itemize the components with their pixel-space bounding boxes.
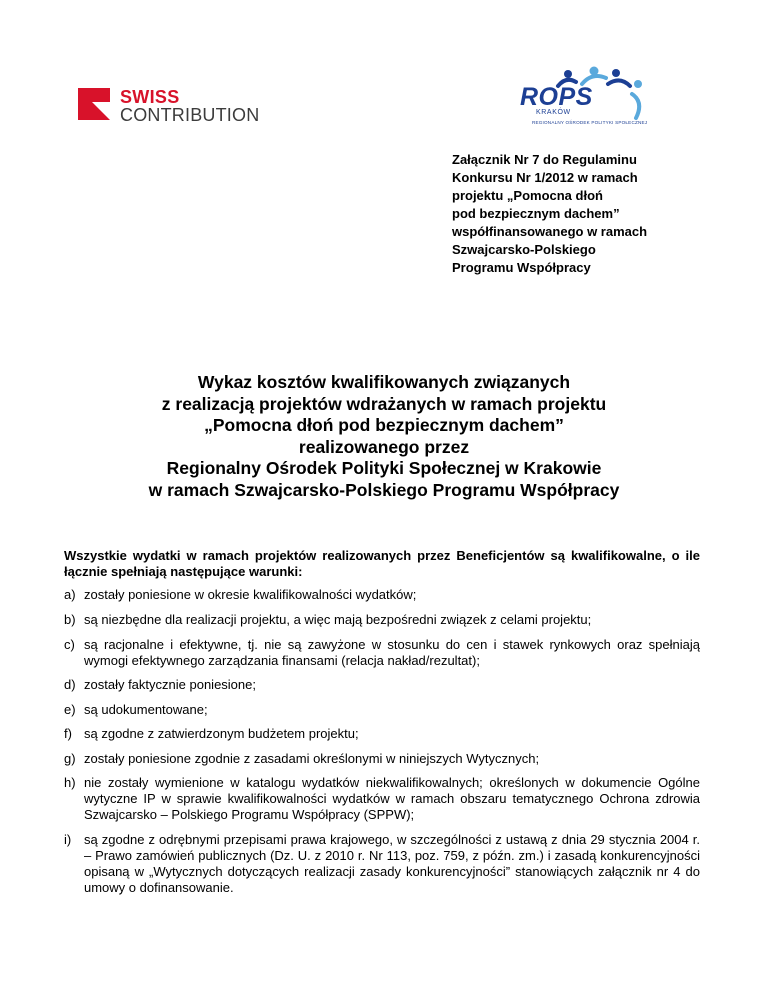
condition-text: są zgodne z zatwierdzonym budżetem projektu;: [84, 726, 359, 741]
title-line: z realizacją projektów wdrażanych w ramach projektu: [161, 393, 607, 414]
annex-line: pod bezpiecznym dachem”: [452, 206, 620, 221]
title-line: realizowanego przez: [298, 436, 470, 457]
rops-logo-name: ROPS: [520, 83, 593, 111]
annex-line: współfinansowanego w ramach: [452, 224, 648, 239]
conditions-list: [64, 587, 700, 904]
condition-item: [64, 726, 700, 742]
annex-line: Konkursu Nr 1/2012 w ramach: [452, 170, 638, 185]
condition-text: zostały faktycznie poniesione;: [84, 677, 256, 692]
condition-item: [64, 587, 700, 603]
intro-paragraph: Wszystkie wydatki w ramach projektów realizowanych przez Beneficjentów są kwalifikowalne, o ile łącznie spełniają następujące warunki:: [64, 548, 700, 579]
condition-marker: d): [64, 677, 76, 692]
condition-text: nie zostały wymienione w katalogu wydatków niekwalifikowalnych; określonych w dokumencie Ogólne wytyczne IP w sprawie kwalifikowalności wydatków w ramach obszaru tematycznego Ochrona zdrowia Szwajcarsko – Polskiego Programu Współpracy (SPPW);: [84, 775, 700, 822]
swiss-contribution-logo: [78, 88, 258, 128]
condition-item: [64, 751, 700, 767]
title-line: „Pomocna dłoń pod bezpiecznym dachem”: [204, 415, 564, 435]
condition-marker: i): [64, 831, 72, 847]
condition-text: są racjonalne i efektywne, tj. nie są zawyżone w stosunku do cen i stawek rynkowych oraz spełniają wymogi efektywnego zarządzania finansami (relacja nakład/rezultat);: [84, 636, 700, 668]
condition-item: [64, 832, 700, 896]
swiss-cross-mark-icon: [78, 88, 110, 120]
condition-marker: a): [64, 587, 76, 602]
title-line: Wykaz kosztów kwalifikowanych związanych: [197, 372, 571, 392]
condition-marker: c): [64, 636, 75, 652]
annex-line: Szwajcarsko-Polskiego: [452, 242, 596, 257]
condition-text: są zgodne z odrębnymi przepisami prawa krajowego, w szczególności z ustawą z dnia 29 stycznia 2004 r. – Prawo zamówień publicznych (Dz. U. z 2010 r. Nr 113, poz. 759, z późn. zm.) i zasadą konkurencyjności opisaną w „Wytycznych dotyczących realizacji zasady konkurencyjności” stanowiących załącznik nr 4 do umowy o dofinansowanie.: [84, 831, 700, 895]
condition-text: zostały poniesione zgodnie z zasadami określonymi w niniejszych Wytycznych;: [84, 750, 540, 766]
condition-text: są niezbędne dla realizacji projektu, a więc mają bezpośredni związek z celami projektu;: [84, 612, 592, 627]
annex-line: Programu Współpracy: [452, 260, 591, 275]
condition-item: [64, 702, 700, 718]
condition-marker: h): [64, 775, 76, 790]
condition-text: zostały poniesione w okresie kwalifikowalności wydatków;: [84, 587, 417, 602]
rops-logo: [520, 62, 680, 134]
condition-item: [64, 612, 700, 628]
condition-item: [64, 637, 700, 669]
annex-header: [452, 151, 702, 277]
condition-item: [64, 775, 700, 823]
title-line: w ramach Szwajcarsko-Polskiego Programu Współpracy: [148, 479, 620, 500]
document-title: [64, 372, 704, 501]
annex-line: projektu „Pomocna dłoń: [452, 188, 603, 203]
condition-marker: b): [64, 612, 76, 627]
swiss-logo-line1: SWISS: [120, 87, 180, 107]
rops-logo-fullname: REGIONALNY OŚRODEK POLITYKI SPOŁECZNEJ: [532, 120, 648, 125]
condition-text: są udokumentowane;: [84, 701, 208, 717]
rops-logo-city: KRAKÓW: [536, 109, 571, 116]
condition-marker: f): [64, 726, 72, 741]
title-line: Regionalny Ośrodek Polityki Społecznej w Krakowie: [166, 458, 602, 478]
swiss-logo-line2: CONTRIBUTION: [120, 105, 260, 125]
condition-item: [64, 677, 700, 693]
condition-marker: e): [64, 701, 76, 717]
annex-line: Załącznik Nr 7 do Regulaminu: [452, 152, 637, 167]
condition-marker: g): [64, 750, 76, 766]
